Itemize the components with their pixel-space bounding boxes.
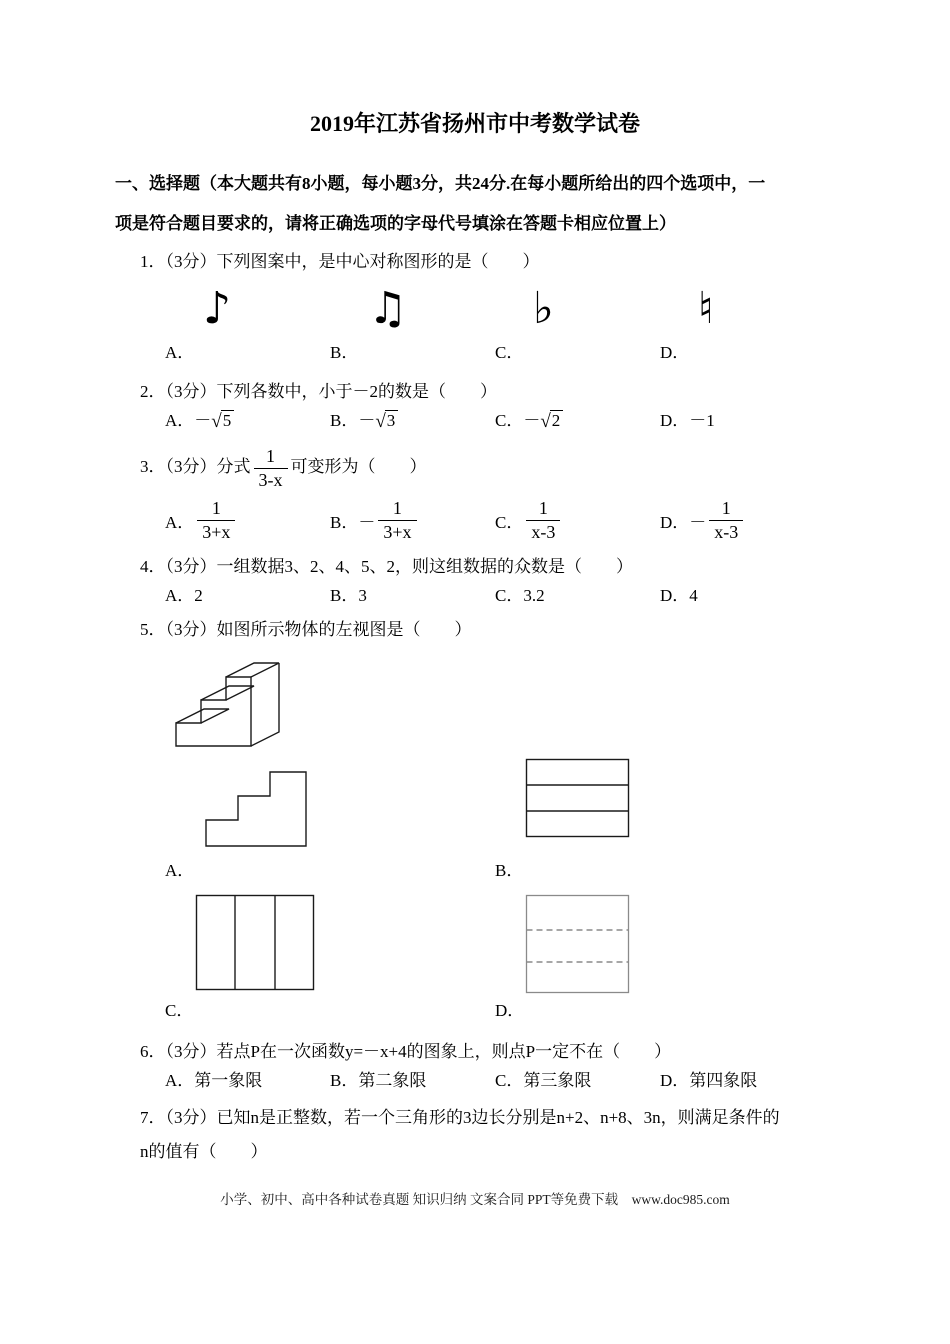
denominator: 3+x bbox=[202, 522, 231, 543]
q5-option-a-figure bbox=[115, 758, 475, 858]
q4-option-c-label: C． bbox=[495, 585, 524, 605]
question-6-options bbox=[165, 1066, 835, 1091]
q6-option-d bbox=[660, 1066, 757, 1091]
q6-option-b-label: B． bbox=[330, 1070, 359, 1090]
q3-option-d-label: D． bbox=[660, 513, 690, 533]
q3-option-a bbox=[165, 498, 330, 542]
question-3 bbox=[115, 446, 835, 543]
question-4-text: 4．（3分）一组数据3、2、4、5、2，则这组数据的众数是（ ） bbox=[140, 556, 633, 576]
q1-option-b-label: B． bbox=[330, 343, 359, 362]
q1-option-d-label: D． bbox=[660, 343, 690, 362]
denominator: 3+x bbox=[383, 522, 412, 543]
question-1-options bbox=[165, 340, 835, 366]
q4-option-c-value: 3.2 bbox=[523, 585, 545, 605]
question-7 bbox=[115, 1101, 835, 1169]
question-6-text: 6．（3分）若点P在一次函数y=－x+4的图象上，则点P一定不在（ ） bbox=[140, 1041, 672, 1061]
q2-option-c-label: C． bbox=[495, 411, 524, 430]
page-title: 2019年江苏省扬州市中考数学试卷 bbox=[309, 111, 640, 136]
q2-option-b bbox=[330, 406, 495, 436]
numerator: 1 bbox=[526, 498, 560, 521]
q5-option-b-label: B． bbox=[495, 860, 524, 880]
rect-horizontal-lines-figure bbox=[525, 758, 630, 838]
q3-fraction-numerator: 1 bbox=[254, 446, 288, 469]
q4-option-d-value: 4 bbox=[689, 585, 698, 605]
staircase-3d-figure bbox=[170, 650, 320, 750]
denominator: x-3 bbox=[714, 522, 739, 543]
numerator: 1 bbox=[709, 498, 743, 521]
q2-option-d-label: D． bbox=[660, 411, 690, 430]
q1-option-c-note-icon: ♭ bbox=[533, 283, 554, 334]
q3-text-prefix: 3．（3分）分式 bbox=[140, 457, 251, 477]
q6-option-a-label: A． bbox=[165, 1070, 195, 1090]
q2-option-a-sign: － bbox=[194, 411, 212, 430]
q2-option-d bbox=[660, 406, 715, 436]
question-2-options bbox=[165, 406, 835, 436]
q2-option-d-value: －1 bbox=[689, 411, 715, 430]
q5-options-grid bbox=[115, 758, 835, 1024]
q5-option-b-figure bbox=[475, 758, 835, 858]
q3-option-b-label: B． bbox=[330, 513, 359, 533]
q6-option-d-label: D． bbox=[660, 1070, 690, 1090]
q4-option-b-label: B． bbox=[330, 585, 359, 605]
rect-vertical-lines-figure bbox=[195, 894, 315, 991]
q2-option-c-radical bbox=[540, 406, 563, 436]
q2-option-a-radical bbox=[211, 406, 234, 436]
q3-option-d bbox=[660, 498, 746, 542]
q6-option-b bbox=[330, 1066, 495, 1091]
radical-sign: √ bbox=[375, 411, 386, 432]
q5-option-d-label: D． bbox=[495, 1000, 525, 1020]
q4-option-d bbox=[660, 581, 698, 606]
question-6 bbox=[115, 1038, 835, 1091]
q4-option-d-label: D． bbox=[660, 585, 690, 605]
q5-option-c-figure bbox=[115, 894, 475, 998]
question-1-figures bbox=[165, 280, 835, 340]
question-2 bbox=[115, 378, 835, 436]
q5-main-figure bbox=[170, 650, 835, 750]
numerator: 1 bbox=[197, 498, 235, 521]
q4-option-b bbox=[330, 581, 495, 606]
q3-text-suffix: 可变形为（ ） bbox=[290, 457, 427, 477]
q1-option-b-note-icon: ♫ bbox=[368, 283, 408, 334]
q6-option-a-value: 第一象限 bbox=[194, 1070, 263, 1090]
q3-option-d-fraction bbox=[709, 498, 743, 542]
question-5-text: 5．（3分）如图所示物体的左视图是（ ） bbox=[140, 619, 472, 639]
q2-option-b-label: B． bbox=[330, 411, 359, 430]
q2-option-a-radicand: 5 bbox=[221, 410, 235, 431]
numerator: 1 bbox=[378, 498, 416, 521]
section-header-line2: 项是符合题目要求的，请将正确选项的字母代号填涂在答题卡相应位置上） bbox=[115, 214, 676, 233]
q3-option-b bbox=[330, 498, 495, 542]
q4-option-a-label: A． bbox=[165, 585, 195, 605]
q6-option-c-value: 第三象限 bbox=[523, 1070, 592, 1090]
q6-option-a bbox=[165, 1066, 330, 1091]
q3-fraction-denominator: 3-x bbox=[258, 469, 283, 490]
q3-option-a-fraction bbox=[197, 498, 235, 542]
question-7-line1: 7．（3分）已知n是正整数，若一个三角形的3边长分别是n+2、n+8、3n，则满足条件的 bbox=[140, 1107, 780, 1127]
q3-option-d-sign: － bbox=[689, 513, 707, 533]
q5-option-a bbox=[115, 758, 475, 884]
q3-option-b-sign: － bbox=[358, 513, 376, 533]
q4-option-a-value: 2 bbox=[194, 585, 203, 605]
q5-option-b bbox=[475, 758, 835, 884]
q5-option-c bbox=[115, 894, 475, 1024]
question-7-line2: n的值有（ ） bbox=[140, 1141, 268, 1161]
question-1 bbox=[115, 248, 835, 366]
q2-option-a-label: A． bbox=[165, 411, 195, 430]
q3-option-a-label: A． bbox=[165, 513, 195, 533]
q5-option-d-figure bbox=[475, 894, 835, 998]
q3-option-c bbox=[495, 498, 660, 542]
denominator: x-3 bbox=[531, 522, 556, 543]
q6-option-c-label: C． bbox=[495, 1070, 524, 1090]
q4-option-c bbox=[495, 581, 660, 606]
q5-option-a-label: A． bbox=[165, 860, 195, 880]
q6-option-c bbox=[495, 1066, 660, 1091]
section-header bbox=[115, 164, 835, 244]
question-3-text bbox=[140, 446, 835, 490]
radical-sign: √ bbox=[211, 411, 222, 432]
q1-option-c-label: C． bbox=[495, 343, 524, 362]
radical-sign: √ bbox=[540, 411, 551, 432]
q4-option-b-value: 3 bbox=[358, 585, 367, 605]
q6-option-d-value: 第四象限 bbox=[689, 1070, 758, 1090]
q3-option-c-fraction bbox=[526, 498, 560, 542]
q3-option-b-fraction bbox=[378, 498, 416, 542]
q2-option-c-sign: － bbox=[523, 411, 541, 430]
question-3-options bbox=[165, 498, 835, 542]
page-footer: 小学、初中、高中各种试卷真题 知识归纳 文案合同 PPT等免费下载 www.doc985.com bbox=[220, 1192, 730, 1207]
question-4-options bbox=[165, 581, 835, 606]
q2-option-c-radicand: 2 bbox=[550, 410, 564, 431]
question-4 bbox=[115, 553, 835, 606]
q1-option-a-note-icon: ♪ bbox=[203, 283, 232, 334]
question-5 bbox=[115, 616, 835, 1024]
q2-option-a bbox=[165, 406, 330, 436]
staircase-profile-figure bbox=[200, 758, 312, 853]
question-1-text: 1．（3分）下列图案中，是中心对称图形的是（ ） bbox=[140, 252, 540, 271]
q2-option-b-radical bbox=[375, 406, 398, 436]
q3-fraction bbox=[254, 446, 288, 490]
q6-option-b-value: 第二象限 bbox=[358, 1070, 427, 1090]
q1-option-a-label: A． bbox=[165, 343, 195, 362]
question-7-text bbox=[140, 1101, 835, 1169]
rect-dashed-lines-figure bbox=[525, 894, 630, 994]
q5-option-c-label: C． bbox=[165, 1000, 194, 1020]
q2-option-b-sign: － bbox=[358, 411, 376, 430]
question-2-text: 2．（3分）下列各数中，小于－2的数是（ ） bbox=[140, 382, 497, 401]
q2-option-c bbox=[495, 406, 660, 436]
q2-option-b-radicand: 3 bbox=[385, 410, 399, 431]
q3-option-c-label: C． bbox=[495, 513, 524, 533]
q1-option-d-note-icon: ♮ bbox=[698, 283, 714, 334]
q4-option-a bbox=[165, 581, 330, 606]
section-header-line1: 一、选择题（本大题共有8小题，每小题3分，共24分.在每小题所给出的四个选项中，一 bbox=[115, 174, 766, 193]
q5-option-d bbox=[475, 894, 835, 1024]
